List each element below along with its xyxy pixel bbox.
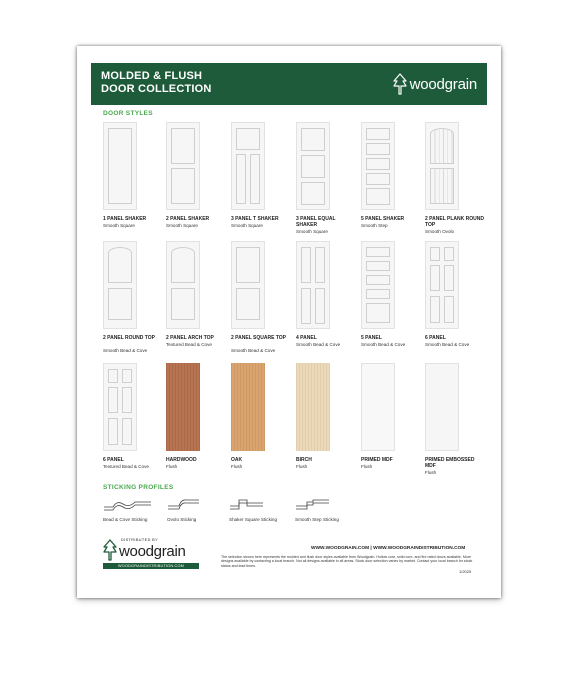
door-style-name: PRIMED MDF [361, 457, 393, 463]
title-line-1: MOLDED & FLUSH [101, 70, 203, 82]
door-panel [315, 288, 325, 324]
door-finish: Smooth Bead & Cove [103, 348, 148, 353]
sticking-profiles-heading: STICKING PROFILES [103, 484, 174, 491]
door-panel [108, 128, 132, 204]
header-banner [91, 63, 487, 105]
door-style-name: 2 PANEL SQUARE TOP [231, 335, 287, 341]
door-finish: Flush [361, 464, 373, 469]
door-panel [108, 418, 118, 445]
footer-brand: woodgrain [119, 543, 186, 560]
door-panel [444, 265, 454, 291]
door-finish: Smooth Bead & Cove [296, 342, 341, 347]
door-finish: Smooth Square [103, 223, 135, 228]
door-image [361, 241, 395, 329]
sticking-profile-label: Shaker Square Sticking [229, 517, 278, 522]
door-style-name: 5 PANEL SHAKER [361, 216, 405, 222]
door-style-name: 2 PANEL ROUND TOP [103, 335, 155, 341]
door-finish: Smooth Bead & Cove [231, 348, 276, 353]
door-panel [250, 154, 260, 204]
brochure-page [77, 46, 501, 598]
door-panel [366, 143, 390, 155]
door-finish: Textured Bead & Cove [103, 464, 149, 469]
door-image [296, 241, 330, 329]
header-logo [393, 73, 477, 95]
door-panel [366, 289, 390, 299]
door-finish: Smooth Ovolo [425, 229, 455, 234]
header-logo-text: woodgrain [409, 75, 477, 93]
door-style-name: 2 PANEL PLANK ROUND TOP [425, 216, 484, 228]
sticking-profile-shape [167, 496, 217, 512]
sticking-profile-shape [103, 496, 153, 512]
door-image [103, 241, 137, 329]
door-panel [301, 182, 325, 205]
door-panel [122, 387, 132, 413]
door-panel [171, 288, 195, 320]
footer-urls[interactable]: WWW.WOODGRAIN.COM | WWW.WOODGRAINDISTRIBUTION.COM [311, 546, 466, 551]
door-panel [301, 155, 325, 178]
distributed-by-label: DISTRIBUTED BY [121, 538, 159, 542]
door-panel [108, 247, 132, 283]
door-image [361, 363, 395, 451]
footer-logo [103, 536, 199, 578]
door-style-name: HARDWOOD [166, 457, 197, 463]
door-panel [122, 418, 132, 445]
door-panel [236, 128, 260, 150]
door-panel [366, 303, 390, 323]
door-panel [171, 168, 195, 204]
door-panel [301, 247, 311, 283]
door-finish: Textured Bead & Cove [166, 342, 212, 347]
sticking-profile-label: Ovolo Sticking [167, 517, 197, 522]
door-image [361, 122, 395, 210]
door-panel [171, 247, 195, 283]
door-image [296, 122, 330, 210]
door-style-name: 1 PANEL SHAKER [103, 216, 147, 222]
door-panel [236, 288, 260, 320]
door-panel [301, 288, 311, 324]
disclaimer-text: The selection shown here represents the molded and flush door styles available from Woodgrain. Hollow core, solid core, and fire rated doors available. More designs available by contacting a local branch. Not all designs available in all areas. Stock door selection varies by market. Contact your local branch for stock status and lead times. [221, 555, 473, 568]
door-image [166, 122, 200, 210]
door-panel [122, 369, 132, 383]
door-panel [430, 296, 440, 323]
sticking-profile-label: Smooth Step Sticking [295, 517, 339, 522]
sticking-profile-shape [295, 496, 345, 512]
door-panel [366, 261, 390, 271]
door-style-name: PRIMED EMBOSSED MDF [425, 457, 475, 469]
door-style-name: BIRCH [296, 457, 312, 463]
door-panel [366, 128, 390, 140]
door-image [231, 241, 265, 329]
door-finish: Flush [166, 464, 178, 469]
door-finish: Smooth Bead & Cove [425, 342, 470, 347]
door-panel [236, 247, 260, 283]
door-image [103, 122, 137, 210]
revision-date: 1/2025 [459, 569, 472, 574]
door-finish: Smooth Bead & Cove [361, 342, 406, 347]
door-panel [430, 128, 454, 164]
door-finish: Smooth Square [296, 229, 328, 234]
page-title [101, 70, 212, 96]
door-panel [108, 369, 118, 383]
door-style-name: 6 PANEL [103, 457, 124, 463]
door-image [103, 363, 137, 451]
title-line-2: DOOR COLLECTION [101, 83, 212, 95]
door-style-name: 2 PANEL ARCH TOP [166, 335, 214, 341]
door-panel [236, 154, 246, 204]
door-finish: Flush [231, 464, 243, 469]
door-panel [366, 173, 390, 185]
door-panel [108, 288, 132, 320]
door-panel [430, 265, 440, 291]
door-image [231, 122, 265, 210]
door-style-name: 3 PANEL T SHAKER [231, 216, 279, 222]
door-panel [171, 128, 195, 164]
door-panel [366, 275, 390, 285]
sticking-profile-label: Bead & Cove Sticking [103, 517, 148, 522]
distribution-url-bar: WOODGRAINDISTRIBUTION.COM [103, 563, 199, 569]
door-image [296, 363, 330, 451]
door-panel [315, 247, 325, 283]
door-image [425, 241, 459, 329]
door-finish: Smooth Step [361, 223, 388, 228]
door-image [425, 363, 459, 451]
door-panel [301, 128, 325, 151]
door-image [231, 363, 265, 451]
door-style-name: 3 PANEL EQUAL SHAKER [296, 216, 336, 228]
door-image [166, 241, 200, 329]
door-style-name: 2 PANEL SHAKER [166, 216, 210, 222]
door-styles-heading: DOOR STYLES [103, 110, 153, 117]
door-style-name: OAK [231, 457, 243, 463]
tree-logo-icon [393, 73, 407, 95]
door-panel [366, 158, 390, 170]
door-panel [444, 247, 454, 261]
door-finish: Flush [425, 470, 437, 475]
door-finish: Smooth Square [231, 223, 263, 228]
door-finish: Flush [296, 464, 308, 469]
sticking-profile-shape [229, 496, 279, 512]
door-panel [366, 188, 390, 205]
door-panel [430, 247, 440, 261]
door-panel [108, 387, 118, 413]
door-finish: Smooth Square [166, 223, 198, 228]
door-style-name: 4 PANEL [296, 335, 317, 341]
door-panel [444, 296, 454, 323]
door-image [166, 363, 200, 451]
tree-logo-icon [103, 539, 117, 561]
door-style-name: 6 PANEL [425, 335, 446, 341]
door-style-name: 5 PANEL [361, 335, 382, 341]
door-panel [430, 168, 454, 204]
door-image [425, 122, 459, 210]
door-panel [366, 247, 390, 257]
